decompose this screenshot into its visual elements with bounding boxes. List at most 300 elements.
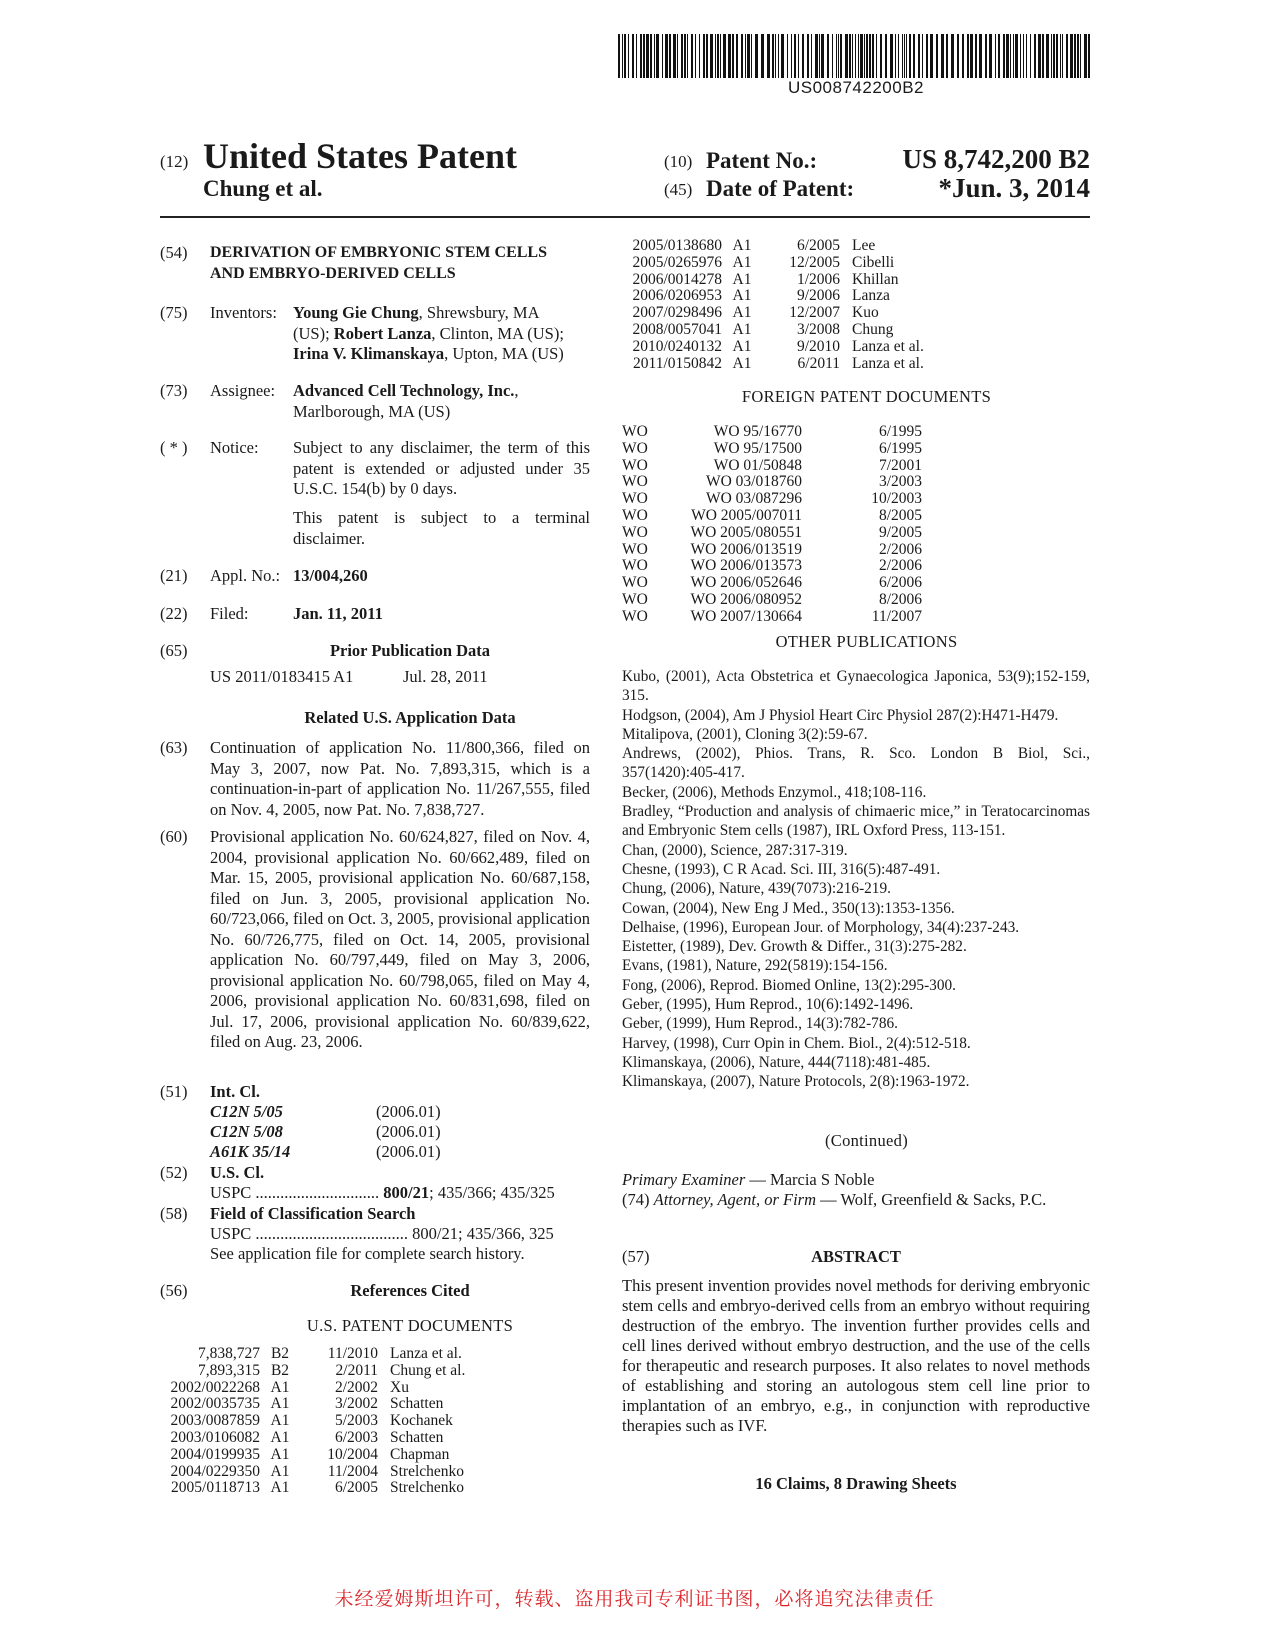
appl-number: 13/004,260 <box>293 566 368 585</box>
us-patent-docs-table <box>168 1346 500 1497</box>
us-ref-cell: 2005/0265976 <box>632 253 722 271</box>
int-cl-version-2: (2006.01) <box>376 1122 441 1141</box>
us-ref-cell: A1 <box>732 237 752 254</box>
barcode-bar <box>876 34 877 78</box>
barcode-bar <box>951 34 954 78</box>
foreign-ref-cell: WO 2005/007011 <box>691 506 802 524</box>
us-ref-cell: 3/2008 <box>796 320 840 338</box>
provisional-code: (60) <box>160 827 188 846</box>
barcode-bar <box>747 34 750 78</box>
foreign-ref-cell: 9/2005 <box>878 523 922 541</box>
barcode-bar <box>761 34 764 78</box>
foreign-ref-cell: 8/2005 <box>878 506 922 524</box>
foreign-ref-row <box>622 592 922 609</box>
foreign-ref-cell: WO <box>622 590 648 608</box>
publication-item: Mitalipova, (2001), Cloning 3(2):59-67. <box>622 725 868 743</box>
barcode-bar <box>691 34 693 78</box>
int-cl-version-1: (2006.01) <box>376 1102 441 1121</box>
foreign-ref-row <box>622 542 922 559</box>
foreign-ref-row <box>622 575 922 592</box>
us-ref-row <box>168 1464 500 1481</box>
barcode-bar <box>832 34 833 78</box>
publication-item: Delhaise, (1996), European Jour. of Morphology, 34(4):237-243. <box>622 918 1020 936</box>
barcode-bar <box>791 34 792 78</box>
barcode-bar <box>1070 34 1073 78</box>
barcode-bar <box>975 34 977 78</box>
barcode-bar <box>836 34 837 78</box>
us-ref-cell: 6/2011 <box>797 354 840 372</box>
barcode-bar <box>755 34 758 78</box>
examiner-line <box>622 1170 1090 1191</box>
foreign-ref-cell: WO 2006/013519 <box>690 540 802 558</box>
barcode-bar <box>904 34 905 78</box>
us-ref-cell: 2003/0087859 <box>170 1412 260 1430</box>
barcode-bar <box>1051 34 1052 78</box>
us-ref-cell: A1 <box>732 287 752 305</box>
barcode-bar <box>736 34 738 78</box>
field-search-uspc: USPC <box>210 1224 252 1243</box>
refs-code: (56) <box>160 1281 188 1300</box>
us-cl-dots: .............................. <box>251 1183 380 1202</box>
us-ref-cell: 12/2005 <box>789 253 840 271</box>
assignee-code: (73) <box>160 381 188 400</box>
barcode-bar <box>1023 34 1024 78</box>
barcode-bar <box>819 34 820 78</box>
barcode-bar <box>1046 34 1049 78</box>
barcode-bar <box>890 34 893 78</box>
us-ref-cell: 7,893,315 <box>198 1361 260 1379</box>
foreign-ref-cell: WO 01/50848 <box>713 456 802 474</box>
us-ref-cell: A1 <box>270 1445 290 1463</box>
us-ref-row <box>630 272 962 289</box>
barcode-bar <box>618 34 620 78</box>
claims-summary: 16 Claims, 8 Drawing Sheets <box>755 1474 957 1493</box>
inventor-3-place: , Upton, MA (US) <box>444 344 564 363</box>
publication-item: Harvey, (1998), Curr Opin in Chem. Biol., 2(4):512-518. <box>622 1034 971 1052</box>
assignee-place: Marlborough, MA (US) <box>293 401 451 421</box>
us-ref-cell: 1/2006 <box>796 270 840 288</box>
us-ref-cell: A1 <box>732 270 752 288</box>
us-ref-row <box>630 238 962 255</box>
barcode-number: US008742200B2 <box>787 78 924 97</box>
barcode-bar <box>872 34 874 78</box>
publication-item: Eistetter, (1989), Dev. Growth & Differ., 31(3):275-282. <box>622 938 967 956</box>
publication-item: Fong, (2006), Reprod. Biomed Online, 13(2):295-300. <box>622 976 956 994</box>
barcode-bar <box>775 34 776 78</box>
barcode-bar <box>646 34 649 78</box>
barcode-bar <box>699 34 700 78</box>
barcode-bar <box>962 34 964 78</box>
us-ref-row <box>630 305 962 322</box>
barcode-bar <box>845 34 848 78</box>
foreign-ref-cell: 7/2001 <box>878 456 922 474</box>
barcode-bar <box>849 34 851 78</box>
barcode-bar <box>906 34 907 78</box>
inventor-short: Chung et al. <box>203 176 323 201</box>
barcode-bar <box>710 34 713 78</box>
barcode-bar <box>665 34 668 78</box>
us-ref-cell: Strelchenko <box>390 1462 465 1480</box>
barcode-bar <box>1062 34 1063 78</box>
patent-no-code: (10) <box>664 152 693 171</box>
publication-item: Chung, (2006), Nature, 439(7073):216-219. <box>622 880 891 898</box>
barcode-bar <box>1077 34 1079 78</box>
us-ref-cell: 2008/0057041 <box>632 320 722 338</box>
barcode-bar <box>880 34 882 78</box>
us-ref-cell: 2007/0298496 <box>632 304 722 322</box>
int-cl-version-3: (2006.01) <box>376 1142 441 1161</box>
int-cl-class-3: A61K 35/14 <box>210 1142 291 1161</box>
barcode-bar <box>1053 34 1055 78</box>
abstract-text: This present invention provides novel methods for deriving embryonic stem cells and embryo-derived cells from an embryo without requiring destruction of the embryo. The invention further provides cells and cell lines derived without embryo destruction, and the use of the cells for therapeutic and research purposes. It also relates to novel methods of establishing and storing an autologous stem cell line prior to implantation of an embryo, e.g., in conjunction with reproductive therapies such as IVF. <box>622 1276 1090 1435</box>
foreign-ref-cell: WO <box>622 607 648 625</box>
us-ref-cell: 11/2004 <box>327 1462 378 1480</box>
barcode-bar <box>703 34 705 78</box>
barcode-bar <box>728 34 731 78</box>
abstract-title: ABSTRACT <box>811 1247 901 1266</box>
date-code: (45) <box>664 180 693 199</box>
barcode-bar <box>723 34 726 78</box>
int-cl-class-2: C12N 5/08 <box>210 1122 283 1141</box>
publication-item: Bradley, “Production and analysis of chimaeric mice,” in Teratocarcinomas and Embryonic Stem cells (1987), IRL Oxford Press, 113-151. <box>622 803 1090 840</box>
foreign-ref-cell: 8/2006 <box>878 590 922 608</box>
barcode-bar <box>741 34 743 78</box>
foreign-ref-cell: WO <box>622 540 648 558</box>
barcode-bar <box>1066 34 1068 78</box>
filed-code: (22) <box>160 604 188 623</box>
barcode-bar <box>970 34 973 78</box>
barcode-bar <box>695 34 696 78</box>
foreign-ref-cell: WO <box>622 557 648 575</box>
appl-label: Appl. No.: <box>210 566 281 585</box>
examiner-sep: — <box>745 1170 771 1189</box>
assignee-label: Assignee: <box>210 381 276 400</box>
int-cl-code: (51) <box>160 1082 188 1101</box>
us-ref-cell: Lanza et al. <box>852 337 924 355</box>
barcode-bar <box>798 34 799 78</box>
barcode-bar <box>852 34 853 78</box>
foreign-ref-row <box>622 508 922 525</box>
invention-title-line2: AND EMBRYO-DERIVED CELLS <box>210 264 456 282</box>
foreign-ref-cell: WO 03/087296 <box>705 490 802 508</box>
barcode-bar <box>1006 34 1009 78</box>
us-ref-cell: Strelchenko <box>390 1479 465 1497</box>
foreign-ref-row <box>622 458 922 475</box>
int-cl-class-1: C12N 5/05 <box>210 1102 283 1121</box>
foreign-ref-cell: WO <box>622 456 648 474</box>
barcode-bar <box>913 34 915 78</box>
provisional-text: Provisional application No. 60/624,827, filed on Nov. 4, 2004, provisional application No. 60/662,489, filed on Mar. 15, 2005, provisional application No. 60/687,158, filed on Jun. 3, 2005, provisional application No. 60/723,066, filed on Oct. 3, 2005, provisional application No. 60/726,775, filed on Oct. 14, 2005, provisional application No. 60/797,449, filed on May 3, 2006, provisional application No. 60/798,065, filed on May 4, 2006, provisional application No. 60/831,698, filed on Jul. 17, 2006, provisional application No. 60/839,622, filed on Aug. 23, 2006. <box>210 827 590 1051</box>
foreign-ref-cell: WO <box>622 506 648 524</box>
patent-no-label: Patent No.: <box>706 148 818 173</box>
appl-code: (21) <box>160 566 188 585</box>
us-ref-cell: Cibelli <box>852 253 895 271</box>
attorney-code: (74) <box>622 1190 650 1209</box>
barcode-bar <box>778 34 779 78</box>
barcode-bar <box>717 34 719 78</box>
foreign-ref-cell: WO 2006/080952 <box>690 590 802 608</box>
us-ref-row <box>168 1430 500 1447</box>
barcode-bar <box>985 34 987 78</box>
foreign-ref-row <box>622 609 922 626</box>
barcode-bar <box>821 34 824 78</box>
us-ref-row <box>168 1346 500 1363</box>
barcode-bar <box>895 34 896 78</box>
inventors-code: (75) <box>160 303 188 322</box>
date-label: Date of Patent: <box>706 176 855 201</box>
attorney-label: Attorney, Agent, or Firm <box>653 1190 817 1209</box>
publication-item: Becker, (2006), Methods Enzymol., 418;108-116. <box>622 783 927 801</box>
us-ref-cell: A1 <box>270 1378 290 1396</box>
publication-item: Andrews, (2002), Phios. Trans, R. Sco. London B Biol, Sci., 357(1420):405-417. <box>622 745 1090 782</box>
us-ref-cell: A1 <box>732 354 752 372</box>
barcode <box>618 34 1094 78</box>
barcode-bar <box>1074 34 1076 78</box>
foreign-ref-cell: 2/2006 <box>878 540 922 558</box>
barcode-bar <box>807 34 809 78</box>
us-ref-cell: A1 <box>270 1479 290 1497</box>
us-patent-docs-title: U.S. PATENT DOCUMENTS <box>306 1316 514 1335</box>
abstract-code: (57) <box>622 1247 650 1266</box>
header-rule <box>160 216 1090 218</box>
us-ref-cell: Khillan <box>852 270 899 288</box>
barcode-bar <box>654 34 655 78</box>
us-ref-cell: 2002/0022268 <box>170 1378 260 1396</box>
barcode-bar <box>767 34 770 78</box>
related-app-title: Related U.S. Application Data <box>304 708 516 727</box>
attorney-sep: — <box>816 1190 841 1209</box>
inventor-1-place: , Shrewsbury, MA <box>418 303 540 322</box>
attorney-name: Wolf, Greenfield & Sacks, P.C. <box>840 1190 1047 1209</box>
barcode-bar <box>918 34 920 78</box>
barcode-bar <box>662 34 663 78</box>
foreign-ref-cell: 10/2003 <box>871 490 922 508</box>
barcode-bar <box>640 34 642 78</box>
barcode-bar <box>926 34 928 78</box>
examiner-name: Marcia S Noble <box>770 1170 875 1189</box>
foreign-ref-cell: 3/2003 <box>878 473 922 491</box>
inventor-2-pre: (US); <box>293 323 334 343</box>
inventor-1-name: Young Gie Chung <box>293 303 419 322</box>
us-ref-cell: Lee <box>852 237 876 254</box>
barcode-bar <box>885 34 887 78</box>
us-ref-row <box>630 356 962 373</box>
publication-item: Evans, (1981), Nature, 292(5819):154-156. <box>622 957 888 975</box>
barcode-bar <box>909 34 911 78</box>
barcode-bar <box>1034 34 1036 78</box>
foreign-ref-cell: WO <box>622 574 648 592</box>
barcode-bar <box>687 34 688 78</box>
barcode-bar <box>669 34 671 78</box>
barcode-bar <box>632 34 634 78</box>
us-ref-cell: Lanza <box>852 287 890 305</box>
filed-label: Filed: <box>210 604 249 623</box>
foreign-ref-cell: 6/1995 <box>878 439 922 457</box>
barcode-bar <box>787 34 788 78</box>
us-ref-cell: A1 <box>732 320 752 338</box>
barcode-bar <box>677 34 678 78</box>
inventors-label: Inventors: <box>210 303 277 322</box>
barcode-bar <box>622 34 623 78</box>
barcode-bar <box>772 34 774 78</box>
us-ref-cell: B2 <box>270 1361 290 1379</box>
foreign-ref-cell: WO 95/16770 <box>713 423 802 440</box>
inventor-2-place: , Clinton, MA (US); <box>431 323 564 343</box>
us-cl-uspc: USPC <box>210 1183 252 1202</box>
barcode-bar <box>941 34 944 78</box>
foreign-ref-cell: WO 2006/013573 <box>690 557 802 575</box>
barcode-bar <box>860 34 863 78</box>
us-ref-cell: Chung et al. <box>390 1361 466 1379</box>
us-ref-cell: 7,838,727 <box>198 1345 260 1362</box>
doc-type-code: (12) <box>160 152 189 171</box>
notice-text-1: Subject to any disclaimer, the term of this patent is extended or adjusted under 35 U.S.C. 154(b) by 0 days. <box>293 438 590 498</box>
barcode-bar <box>838 34 839 78</box>
us-ref-cell: Lanza et al. <box>852 354 924 372</box>
barcode-bar <box>1056 34 1058 78</box>
barcode-bar <box>732 34 734 78</box>
us-ref-cell: Kuo <box>852 304 879 322</box>
assignee-name: Advanced Cell Technology, Inc. <box>293 381 515 400</box>
barcode-bar <box>811 34 812 78</box>
us-ref-cell: Chung <box>852 320 894 338</box>
publication-item: Chan, (2000), Science, 287:317-319. <box>622 841 848 859</box>
barcode-bar <box>715 34 716 78</box>
us-ref-row <box>168 1380 500 1397</box>
barcode-bar <box>681 34 683 78</box>
publication-item: Kubo, (2001), Acta Obstetrica et Gynaecologica Japonica, 53(9);152-159, 315. <box>622 668 1090 705</box>
us-ref-cell: A1 <box>270 1428 290 1446</box>
publication-item: Hodgson, (2004), Am J Physiol Heart Circ Physiol 287(2):H471-H479. <box>622 706 1059 724</box>
continuation-text: Continuation of application No. 11/800,366, filed on May 3, 2007, now Pat. No. 7,893,315, which is a continuation-in-part of application No. 11/267,555, filed on Nov. 4, 2005, now Pat. No. 7,838,727. <box>210 738 590 819</box>
us-ref-cell: 2006/0014278 <box>632 270 722 288</box>
barcode-bar <box>1003 34 1005 78</box>
foreign-ref-cell: WO <box>622 423 648 440</box>
us-ref-row <box>630 339 962 356</box>
foreign-ref-cell: 6/1995 <box>878 423 922 440</box>
us-ref-cell: 11/2010 <box>327 1345 378 1362</box>
patent-number: US 8,742,200 B2 <box>902 144 1090 174</box>
inventor-3-name: Irina V. Klimanskaya <box>293 344 445 363</box>
title-code: (54) <box>160 243 188 262</box>
foreign-ref-cell: WO 03/018760 <box>705 473 802 491</box>
foreign-ref-row <box>622 491 922 508</box>
notice-code: ( * ) <box>160 438 188 457</box>
barcode-bar <box>1088 34 1090 78</box>
barcode-bar <box>866 34 868 78</box>
barcode-bar <box>1010 34 1011 78</box>
barcode-bar <box>979 34 982 78</box>
barcode-bar <box>936 34 938 78</box>
us-ref-cell: 6/2003 <box>334 1428 378 1446</box>
doc-type-title: United States Patent <box>203 136 517 176</box>
barcode-bar <box>1020 34 1021 78</box>
barcode-bar <box>751 34 752 78</box>
us-ref-cell: A1 <box>732 253 752 271</box>
us-ref-cell: Xu <box>390 1378 409 1396</box>
us-ref-cell: Schatten <box>390 1428 444 1446</box>
us-ref-cell: Schatten <box>390 1395 444 1413</box>
field-search-dots: ..................................... <box>251 1224 409 1243</box>
us-ref-row <box>630 322 962 339</box>
barcode-bar <box>650 34 652 78</box>
barcode-bar <box>745 34 746 78</box>
prior-pub-date: Jul. 28, 2011 <box>403 667 488 686</box>
assignee-sep: , <box>514 381 519 400</box>
foreign-ref-cell: WO <box>622 439 648 457</box>
barcode-bar <box>720 34 721 78</box>
barcode-bar <box>855 34 856 78</box>
publication-item: Cowan, (2004), New Eng J Med., 350(13):1353-1356. <box>622 899 955 917</box>
attorney-line <box>622 1190 1090 1211</box>
foreign-ref-cell: WO 2007/130664 <box>690 607 802 625</box>
notice-text-2: This patent is subject to a terminal disclaimer. <box>293 508 590 548</box>
barcode-bar <box>840 34 842 78</box>
foreign-ref-cell: WO 2006/052646 <box>690 574 802 592</box>
us-ref-row <box>168 1480 500 1497</box>
foreign-ref-cell: WO <box>622 490 648 508</box>
foreign-ref-cell: WO 2005/080551 <box>690 523 802 541</box>
publication-item: Chesne, (1993), C R Acad. Sci. III, 316(5):487-491. <box>622 860 941 878</box>
publication-item: Klimanskaya, (2007), Nature Protocols, 2(8):1963-1972. <box>622 1073 970 1091</box>
filed-date: Jan. 11, 2011 <box>293 604 383 623</box>
foreign-docs-title: FOREIGN PATENT DOCUMENTS <box>741 387 992 406</box>
prior-pub-code: (65) <box>160 641 188 660</box>
publication-item: Klimanskaya, (2006), Nature, 444(7118):481-485. <box>622 1053 931 1071</box>
barcode-bar <box>628 34 629 78</box>
barcode-bar <box>624 34 626 78</box>
barcode-bar <box>1042 34 1044 78</box>
us-ref-cell: 2004/0229350 <box>170 1462 260 1480</box>
publication-item: Geber, (1999), Hum Reprod., 14(3):782-786. <box>622 1015 898 1033</box>
barcode-bar <box>898 34 899 78</box>
foreign-ref-row <box>622 474 922 491</box>
barcode-bar <box>930 34 933 78</box>
examiner-label: Primary Examiner <box>622 1170 746 1189</box>
refs-title: References Cited <box>350 1281 470 1300</box>
barcode-bar <box>967 34 969 78</box>
us-ref-cell: 3/2002 <box>334 1395 378 1413</box>
barcode-bar <box>1015 34 1018 78</box>
barcode-bar <box>684 34 686 78</box>
publication-item: Geber, (1995), Hum Reprod., 10(6):1492-1496. <box>622 996 914 1014</box>
us-ref-cell: A1 <box>732 304 752 322</box>
us-ref-cell: Lanza et al. <box>390 1345 462 1362</box>
us-ref-cell: Kochanek <box>390 1412 453 1430</box>
us-ref-cell: 9/2010 <box>796 337 840 355</box>
inventor-2-name: Robert Lanza <box>333 323 432 343</box>
us-ref-cell: A1 <box>732 337 752 355</box>
us-cl-label: U.S. Cl. <box>210 1163 265 1182</box>
us-ref-cell: 5/2003 <box>334 1412 378 1430</box>
us-ref-cell: A1 <box>270 1395 290 1413</box>
barcode-bar <box>946 34 948 78</box>
continued-note: (Continued) <box>824 1131 909 1150</box>
us-ref-cell: 2010/0240132 <box>632 337 722 355</box>
us-cl-rest: ; 435/366; 435/325 <box>429 1183 555 1202</box>
us-ref-cell: 2005/0118713 <box>171 1479 260 1497</box>
foreign-ref-cell: 11/2007 <box>871 607 922 625</box>
barcode-bar <box>1038 34 1041 78</box>
us-patent-docs-table-continued <box>630 238 962 372</box>
barcode-bar <box>1080 34 1081 78</box>
us-ref-row <box>168 1447 500 1464</box>
prior-pub-title: Prior Publication Data <box>329 641 491 660</box>
barcode-bar <box>1013 34 1014 78</box>
us-ref-row <box>168 1413 500 1430</box>
barcode-bar <box>995 34 996 78</box>
barcode-bar <box>815 34 818 78</box>
